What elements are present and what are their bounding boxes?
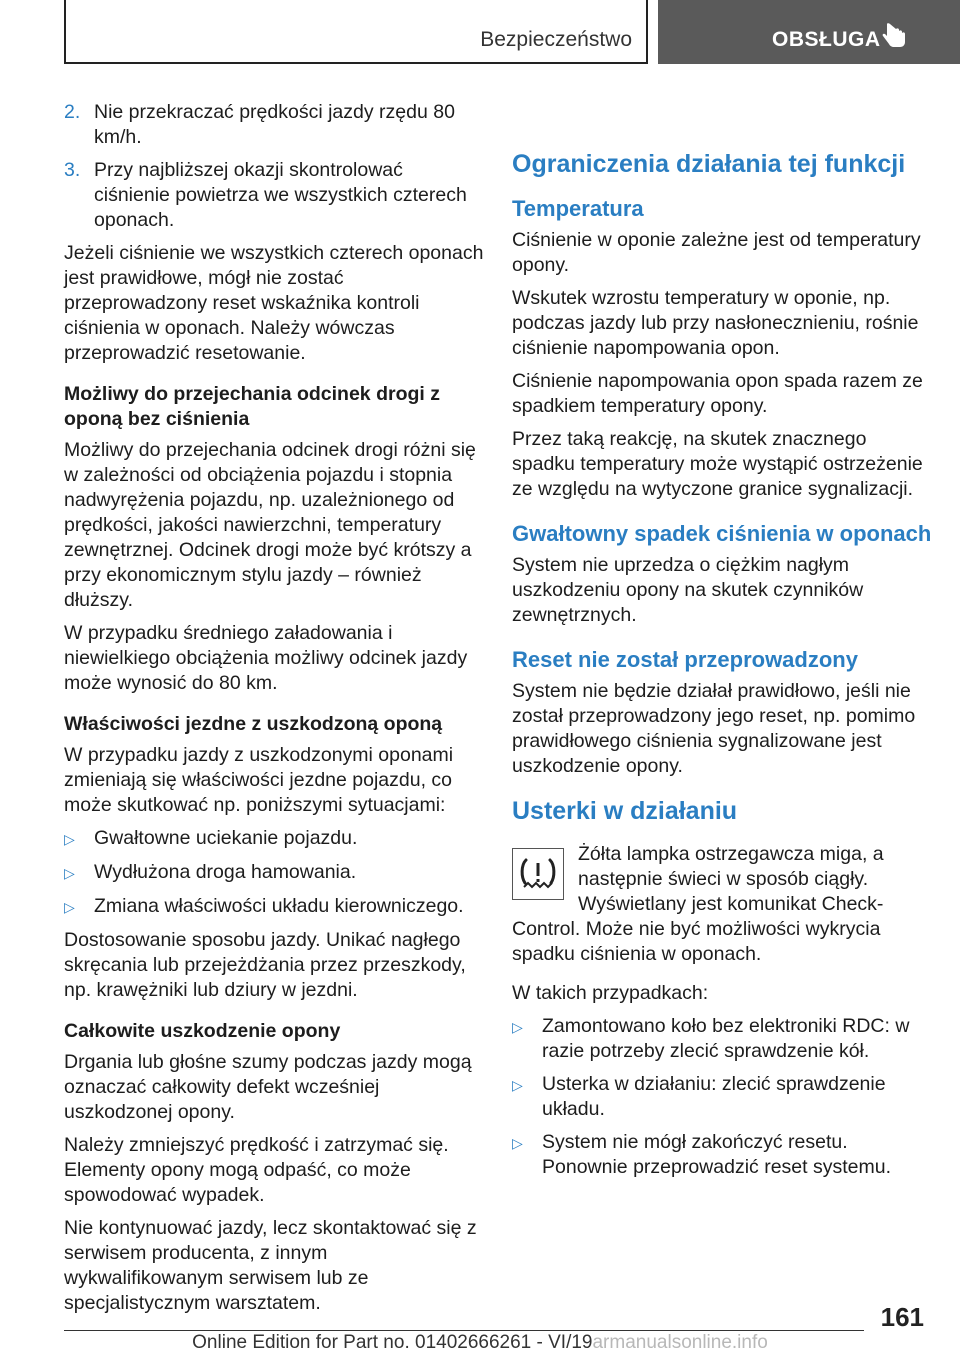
footer-edition: Online Edition for Part no. 01402666261 - VI/19 bbox=[192, 1332, 593, 1353]
header-section-title: Bezpieczeństwo bbox=[480, 28, 632, 51]
heading-reset: Reset nie został przeprowadzony bbox=[512, 647, 858, 672]
paragraph: Wskutek wzrostu temperatury w oponie, np. podczas jazdy lub przy nasłonecznieniu, rośnie ciśnienie napompowania opon. bbox=[512, 287, 919, 359]
heading-faults: Usterki w działaniu bbox=[512, 797, 738, 825]
step-text: Nie przekraczać prędkości jazdy rzędu 80 km/h. bbox=[94, 101, 455, 148]
step-text: Przy najbliższej okazji skontrolować ciśnienie powietrza we wszystkich czterech oponach. bbox=[94, 159, 467, 231]
step-note: Jeżeli ciśnienie we wszystkich czterech oponach jest prawidłowe, mógł nie zostać przeprowadzony reset wskaźnika kontroli ciśnienia w oponach. Należy wówczas przeprowadzić resetowanie. bbox=[64, 242, 484, 364]
hand-pointer-icon bbox=[882, 22, 908, 50]
heading-temperature: Temperatura bbox=[512, 196, 644, 221]
bullet-text: Zmiana właściwości układu kierowniczego. bbox=[94, 895, 464, 917]
paragraph: Żółta lampka ostrzegawcza miga, a następnie świeci w sposób ciągły. Wyświetlany jest komunikat Check-Control. Może nie być możliwości wykrycia spadku ciśnienia w oponach. bbox=[512, 843, 884, 965]
heading-sudden-drop: Gwałtowny spadek ciśnienia w oponach bbox=[512, 521, 932, 546]
heading-limits: Ograniczenia działania tej funkcji bbox=[512, 150, 906, 178]
paragraph: W przypadku jazdy z uszkodzonymi oponami zmieniają się właściwości jezdne pojazdu, co może skutkować np. poniższymi sytuacjami: bbox=[64, 744, 454, 816]
triangle-bullet-icon: ▷ bbox=[512, 1077, 523, 1093]
list-item bbox=[64, 894, 484, 920]
list-item bbox=[512, 1130, 932, 1180]
paragraph: Ciśnienie w oponie zależne jest od temperatury opony. bbox=[512, 229, 921, 276]
heading-total-damage: Całkowite uszkodzenie opony bbox=[64, 1020, 341, 1042]
paragraph: System nie będzie działał prawidłowo, jeśli nie został przeprowadzony jego reset, np. pomimo prawidłowego ciśnienia sygnalizowane jest uszkodzenie opony. bbox=[512, 680, 916, 777]
list-item bbox=[512, 1072, 932, 1122]
triangle-bullet-icon: ▷ bbox=[64, 899, 75, 915]
list-item bbox=[64, 158, 484, 233]
paragraph: Należy zmniejszyć prędkość i zatrzymać się. Elementy opony mogą odpaść, co może spowodować wypadek. bbox=[64, 1134, 449, 1206]
triangle-bullet-icon: ▷ bbox=[512, 1019, 523, 1035]
bullet-text: Zamontowano koło bez elektroniki RDC: w razie potrzeby zlecić sprawdzenie kół. bbox=[542, 1015, 910, 1062]
tire-pressure-warning-icon bbox=[512, 848, 564, 900]
page-number: 161 bbox=[880, 1302, 924, 1332]
left-column bbox=[64, 100, 484, 1324]
paragraph: Możliwy do przejechania odcinek drogi różni się w zależności od obciążenia pojazdu i stopnia nadwyrężenia pojazdu, np. uzależnionego od prędkości, jakości nawierzchni, temperatury zewnętrznej. Odcinek drogi może być krótszy a przy ekonomicznym stylu jazdy – również dłuższy. bbox=[64, 439, 476, 611]
list-item bbox=[64, 860, 484, 886]
step-number: 2. bbox=[64, 101, 81, 123]
paragraph: W przypadku średniego załadowania i niewielkiego obciążenia możliwy odcinek jazdy może wynosić do 80 km. bbox=[64, 622, 468, 694]
list-item bbox=[64, 100, 484, 150]
triangle-bullet-icon: ▷ bbox=[64, 865, 75, 881]
bullet-text: System nie mógł zakończyć resetu. Ponownie przeprowadzić reset systemu. bbox=[542, 1131, 891, 1178]
triangle-bullet-icon: ▷ bbox=[512, 1135, 523, 1151]
triangle-bullet-icon: ▷ bbox=[64, 831, 75, 847]
paragraph: Drgania lub głośne szumy podczas jazdy mogą oznaczać całkowity defekt wcześniej uszkodzonej opony. bbox=[64, 1051, 472, 1123]
heading-driving: Właściwości jezdne z uszkodzoną oponą bbox=[64, 713, 443, 735]
step-number: 3. bbox=[64, 159, 81, 181]
header-chapter-title: OBSŁUGA bbox=[772, 28, 881, 51]
paragraph: System nie uprzedza o ciężkim nagłym uszkodzeniu opony na skutek czynników zewnętrznych. bbox=[512, 554, 864, 626]
footer bbox=[0, 1332, 960, 1354]
list-item bbox=[512, 1014, 932, 1064]
list-item bbox=[64, 826, 484, 852]
right-column-content bbox=[512, 100, 932, 1188]
bullet-text: Wydłużona droga hamowania. bbox=[94, 861, 357, 883]
paragraph: Ciśnienie napompowania opon spada razem ze spadkiem temperatury opony. bbox=[512, 370, 923, 417]
bullet-text: Usterka w działaniu: zlecić sprawdzenie układu. bbox=[542, 1073, 886, 1120]
watermark: armanualsonline.info bbox=[592, 1332, 768, 1353]
paragraph: Dostosowanie sposobu jazdy. Unikać nagłego skręcania lub przejeżdżania przez przeszkody, np. krawężniki lub dziury w jezdni. bbox=[64, 929, 466, 1001]
warning-block bbox=[512, 842, 932, 967]
bullet-text: Gwałtowne uciekanie pojazdu. bbox=[94, 827, 358, 849]
header-chapter-tab bbox=[658, 0, 960, 64]
header-section-tab bbox=[64, 0, 648, 64]
heading-range: Możliwy do przejechania odcinek drogi z oponą bez ciśnienia bbox=[64, 383, 440, 430]
paragraph: Nie kontynuować jazdy, lecz skontaktować się z serwisem producenta, z innym wykwalifikowanym serwisem lub ze specjalistycznym warsztatem. bbox=[64, 1217, 477, 1314]
paragraph: Przez taką reakcję, na skutek znacznego spadku temperatury może wystąpić ostrzeżenie ze względu na wytyczone granice sygnalizacji. bbox=[512, 428, 923, 500]
paragraph: W takich przypadkach: bbox=[512, 982, 709, 1004]
footer-divider bbox=[64, 1330, 864, 1331]
